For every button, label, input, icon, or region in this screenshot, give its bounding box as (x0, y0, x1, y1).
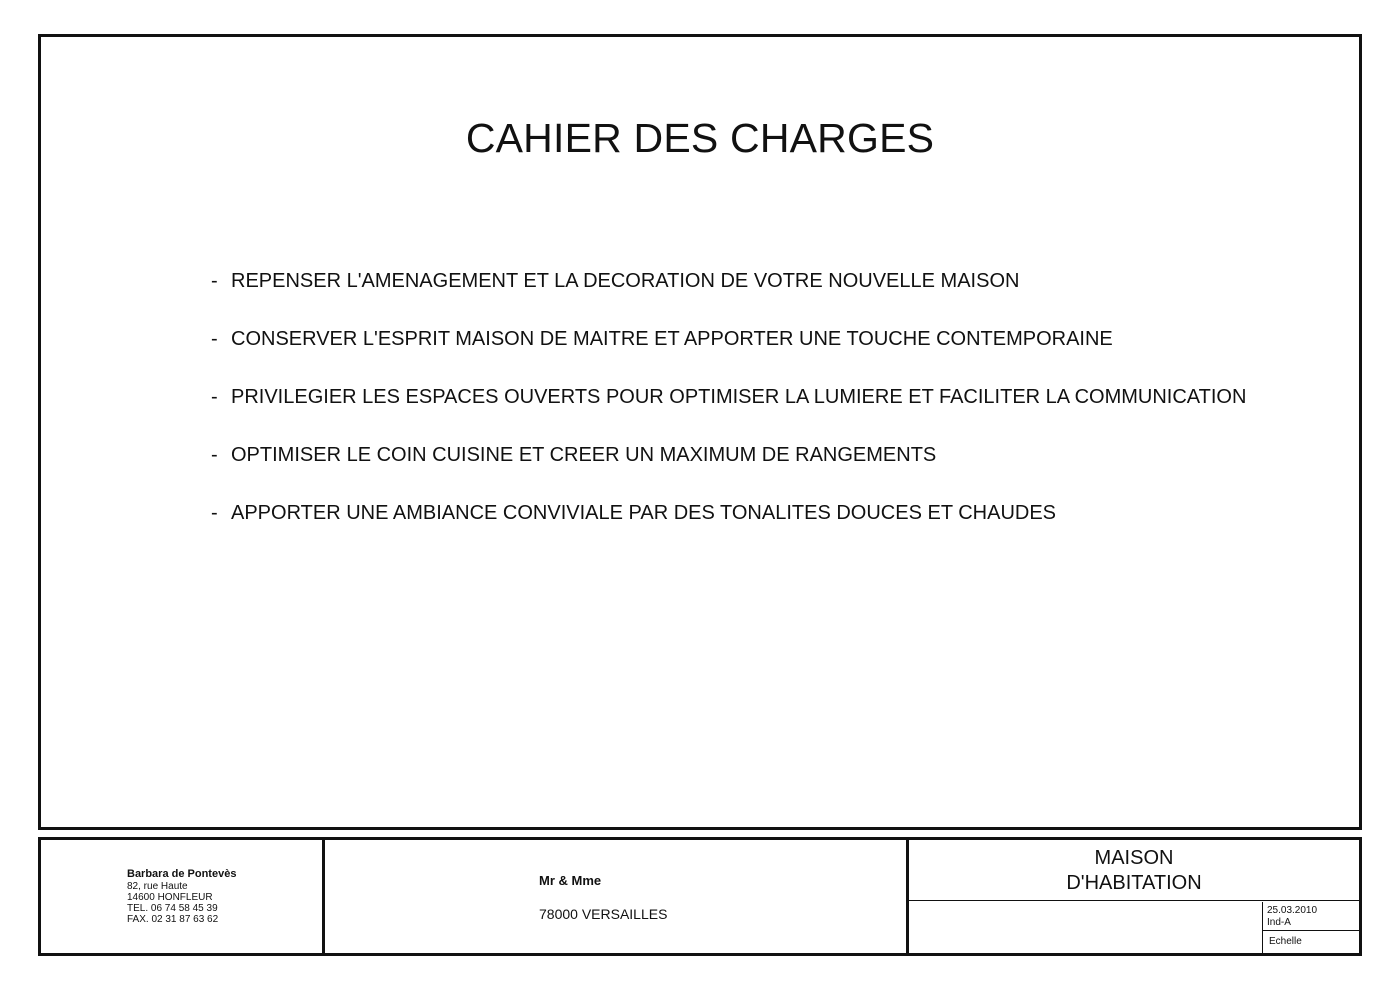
list-item (211, 501, 1246, 559)
revision-info (1267, 905, 1317, 929)
list-item (211, 385, 1246, 443)
revision-date: 25.03.2010 (1267, 905, 1318, 916)
document-title: CAHIER DES CHARGES (465, 115, 935, 161)
project-title-line2: D'HABITATION (1066, 872, 1202, 894)
requirement-text: REPENSER L'AMENAGEMENT ET LA DECORATION DE VOTRE NOUVELLE MAISON (231, 270, 1020, 292)
project-title-line1: MAISON (1094, 847, 1174, 869)
client-name: Mr & Mme (539, 873, 602, 888)
drawing-frame (38, 34, 1362, 830)
bullet-dash: - (211, 386, 218, 408)
bullet-dash: - (211, 328, 218, 350)
list-item (211, 269, 1246, 327)
revision-index: Ind-A (1267, 917, 1291, 928)
author-cell (41, 840, 325, 953)
author-info (127, 868, 236, 925)
author-address: 82, rue Haute (127, 881, 188, 892)
requirement-text: OPTIMISER LE COIN CUISINE ET CREER UN MAXIMUM DE RANGEMENTS (231, 444, 937, 466)
author-name: Barbara de Pontevès (127, 868, 237, 880)
project-title (909, 840, 1359, 901)
bullet-dash: - (211, 502, 218, 524)
author-fax: FAX. 02 31 87 63 62 (127, 914, 219, 925)
project-cell (909, 840, 1359, 953)
title-block (38, 837, 1362, 956)
list-item (211, 327, 1246, 385)
bullet-dash: - (211, 270, 218, 292)
requirements-list (211, 269, 1246, 559)
client-city: 78000 VERSAILLES (539, 906, 668, 922)
bullet-dash: - (211, 444, 218, 466)
author-city: 14600 HONFLEUR (127, 892, 213, 903)
requirement-text: PRIVILEGIER LES ESPACES OUVERTS POUR OPTIMISER LA LUMIERE ET FACILITER LA COMMUNICATION (231, 386, 1247, 408)
scale-label: Echelle (1269, 936, 1302, 947)
list-item (211, 443, 1246, 501)
client-cell (325, 840, 909, 953)
requirement-text: APPORTER UNE AMBIANCE CONVIVIALE PAR DES TONALITES DOUCES ET CHAUDES (231, 502, 1057, 524)
divider (1263, 930, 1360, 931)
author-tel: TEL. 06 74 58 45 39 (127, 903, 218, 914)
requirement-text: CONSERVER L'ESPRIT MAISON DE MAITRE ET APPORTER UNE TOUCHE CONTEMPORAINE (231, 328, 1113, 350)
revision-box (1262, 902, 1360, 953)
